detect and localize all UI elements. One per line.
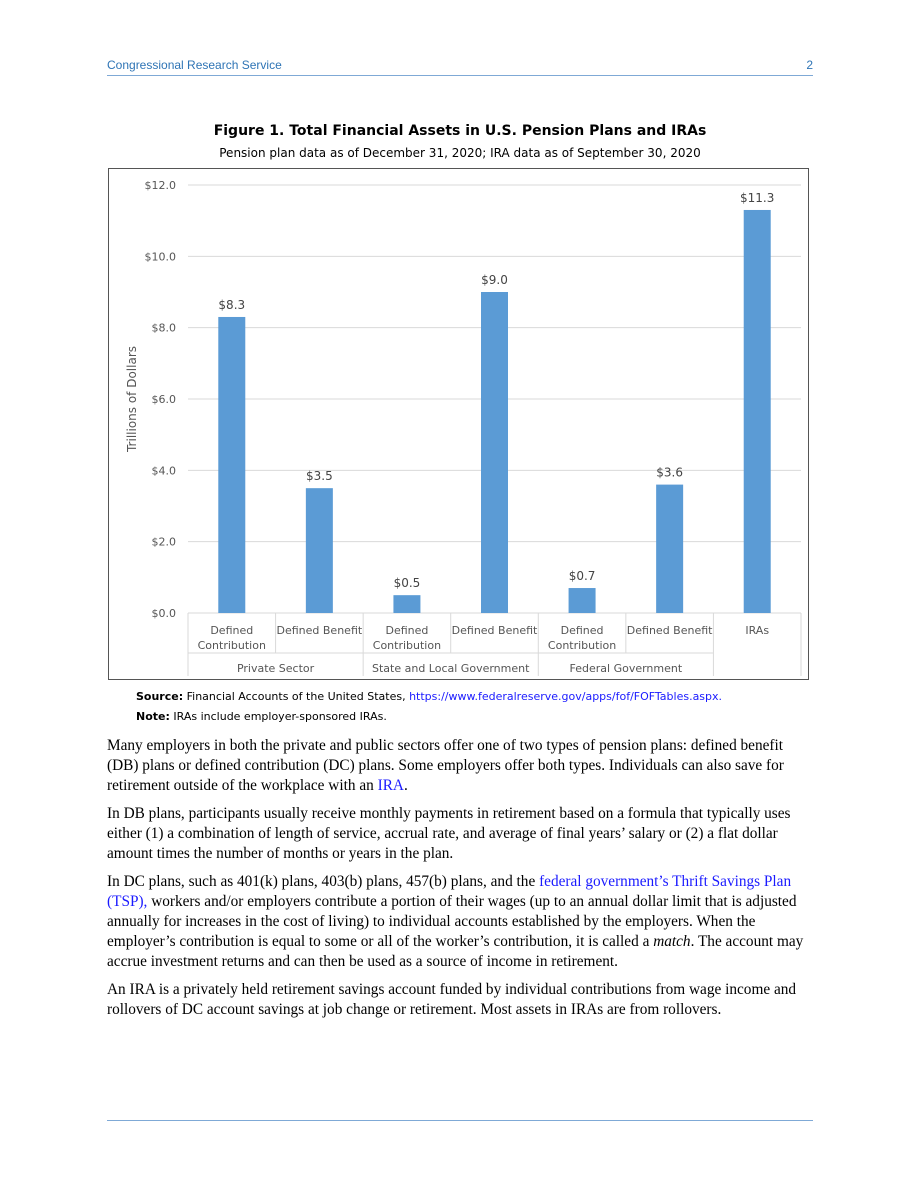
data-label: $3.6 [656,465,684,480]
x-tick-label: Defined Benefit [451,624,538,637]
x-tick-label: IRAs [745,624,770,637]
note-label: Note: [136,710,170,723]
match-term: match [653,933,691,950]
body-text [107,736,813,1028]
data-label: $0.5 [393,576,421,591]
bar [744,210,771,613]
figure-title: Figure 1. Total Financial Assets in U.S. Pension Plans and IRAs [213,123,707,139]
bar [306,488,333,613]
x-tick-label: Contribution [372,639,442,652]
data-label: $9.0 [481,273,508,287]
footer-rule [107,1120,813,1121]
header-rule [107,75,813,76]
source-line [136,690,722,703]
paragraph-1 [107,736,813,796]
data-label: $0.7 [568,569,596,584]
paragraph-4: An IRA is a privately held retirement savings account funded by individual contributions from wage income and rollovers of DC account savings at job change or retirement. Most assets in IRAs are from rollovers. [107,981,797,1018]
p1-text: Many employers in both the private and public sectors offer one of two types of pension plans: defined benefit (DB) plans or defined contribution (DC) plans. Some employers offer both types. Individuals can also save for retirement outside of the workplace with an [107,737,784,794]
y-tick-label: $8.0 [151,321,176,335]
page-header [107,58,813,74]
note-text: IRAs include employer-sponsored IRAs. [173,710,387,723]
x-tick-label: Defined [210,624,254,637]
bar [656,485,683,613]
page-number: 2 [806,58,813,72]
group-label: Private Sector [236,662,315,675]
paragraph-2: In DB plans, participants usually receive monthly payments in retirement based on a formula that typically uses either (1) a combination of length of service, accrual rate, and average of final years’ salary or (2) a flat dollar amount times the number of months or years in the plan. [107,805,791,862]
x-tick-label: Contribution [547,639,617,652]
paragraph-3 [107,872,813,972]
p1-end: . [403,777,408,794]
x-tick-label: Contribution [197,639,266,652]
p3-text-c: . The account may accrue investment returns and can then be used as a source of income in retirement. [107,933,804,970]
bar [481,292,508,613]
x-tick-label: Defined [560,624,604,637]
source-text: Financial Accounts of the United States, [186,690,406,703]
bar [393,595,420,613]
chart-frame [108,168,809,680]
bar [218,317,245,613]
p3-text-a: In DC plans, such as 401(k) plans, 403(b) plans, 457(b) plans, and the [107,873,540,890]
data-label: $8.3 [218,297,246,312]
note-line [136,710,387,723]
bar-chart [109,169,810,681]
x-tick-label: Defined [385,624,429,637]
y-tick-label: $12.0 [144,179,176,192]
x-tick-label: Defined Benefit [276,624,363,637]
header-org: Congressional Research Service [107,58,282,72]
p3-text-b: workers and/or employers contribute a portion of their wages (up to an annual dollar limit that is adjusted annually for increases in the cost of living) to individual accounts established by the employers. When the employer’s contribution is equal to some or all of the worker’s contribution, it is called a [107,893,797,950]
x-tick-label: Defined Benefit [626,624,713,637]
group-label: Federal Government [569,662,683,675]
figure-subtitle: Pension plan data as of December 31, 2020; IRA data as of September 30, 2020 [219,146,701,160]
y-tick-label: $4.0 [151,464,176,478]
source-label: Source: [136,690,184,703]
bar [569,588,596,613]
tsp-link[interactable]: federal government’s Thrift Savings Plan (TSP), [107,873,792,910]
y-axis-label: Trillions of Dollars [125,345,139,453]
data-label: $11.3 [740,190,775,205]
data-label: $3.5 [305,469,333,484]
ira-link[interactable]: IRA [377,777,404,794]
y-tick-label: $6.0 [151,393,176,406]
y-tick-label: $10.0 [144,250,176,264]
y-tick-label: $0.0 [151,607,176,620]
y-tick-label: $2.0 [151,535,176,549]
source-link[interactable]: https://www.federalreserve.gov/apps/fof/FOFTables.aspx. [409,690,723,703]
group-label: State and Local Government [372,662,530,675]
